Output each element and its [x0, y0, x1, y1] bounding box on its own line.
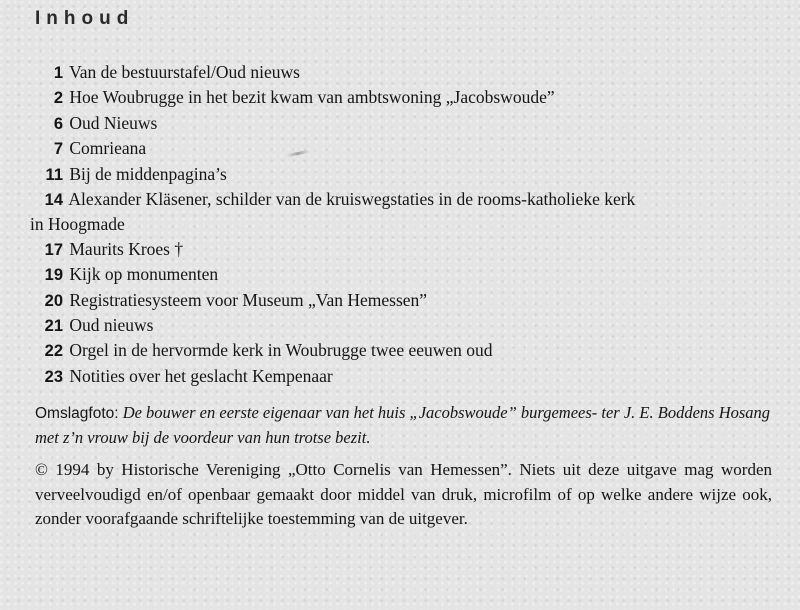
toc-item [30, 288, 770, 313]
toc-item [30, 237, 770, 262]
toc-item [30, 364, 770, 389]
toc-item [30, 187, 770, 212]
toc-item [30, 262, 770, 287]
toc-item [30, 162, 770, 187]
toc-title: Kijk op monumenten [69, 264, 219, 285]
toc-title: Notities over het geslacht Kempenaar [69, 365, 333, 386]
toc-title: Oud Nieuws [69, 112, 158, 133]
toc-title: Hoe Woubrugge in het bezit kwam van ambtswoning „Jacobswoude” [69, 87, 555, 108]
toc-page-number: 19 [44, 266, 63, 285]
toc-item [30, 85, 770, 110]
cover-photo-label: Omslagfoto: [35, 405, 119, 422]
toc-page-number: 11 [45, 165, 63, 184]
toc-title: Van de bestuurstafel/Oud nieuws [69, 62, 300, 82]
toc-item [30, 338, 770, 363]
toc-title: Bij de middenpagina’s [69, 163, 227, 184]
toc-title: Maurits Kroes † [69, 238, 184, 259]
cover-photo-caption [35, 401, 775, 450]
toc-page-number: 22 [44, 342, 63, 361]
toc-item [30, 60, 770, 85]
toc-page-number: 17 [44, 240, 63, 259]
toc-page-number: 1 [53, 64, 63, 82]
toc-page-number: 7 [53, 140, 63, 159]
toc-page-number: 23 [44, 367, 63, 386]
toc-page-number: 21 [44, 317, 63, 336]
toc-title: Comrieana [69, 138, 147, 159]
toc-title: Orgel in de hervormde kerk in Woubrugge twee eeuwen oud [69, 340, 493, 361]
table-of-contents [30, 60, 770, 389]
toc-page-number: 6 [53, 114, 63, 133]
toc-item [30, 111, 770, 136]
toc-title: Alexander Kläsener, schilder van de kruiswegstaties in de rooms-katholieke kerk [68, 189, 636, 210]
toc-page-number: 20 [44, 291, 63, 310]
copyright-notice: © 1994 by Historische Vereniging „Otto Cornelis van Hemessen”. Niets uit deze uitgave mag worden verveelvoudigd en/of openbaar gemaakt door middel van druk, microfilm of op welke andere wijze ook, zonder voorafgaande schriftelijke toestemming van de uitgever. [35, 460, 772, 528]
toc-page-number: 14 [44, 191, 63, 210]
cover-photo-text: De bouwer en eerste eigenaar van het huis „Jacobswoude” burgemees- ter J. E. Boddens Hosang met z’n vrouw bij de voordeur van hun trotse bezit. [35, 403, 771, 447]
toc-item [30, 136, 770, 161]
toc-title: Registratiesysteem voor Museum „Van Hemessen” [69, 289, 428, 310]
toc-page-number: 2 [53, 89, 63, 108]
page-title: Inhoud [35, 8, 135, 29]
toc-item-continuation: in Hoogmade [30, 214, 125, 235]
toc-title: Oud nieuws [69, 315, 154, 336]
toc-item [30, 313, 770, 338]
